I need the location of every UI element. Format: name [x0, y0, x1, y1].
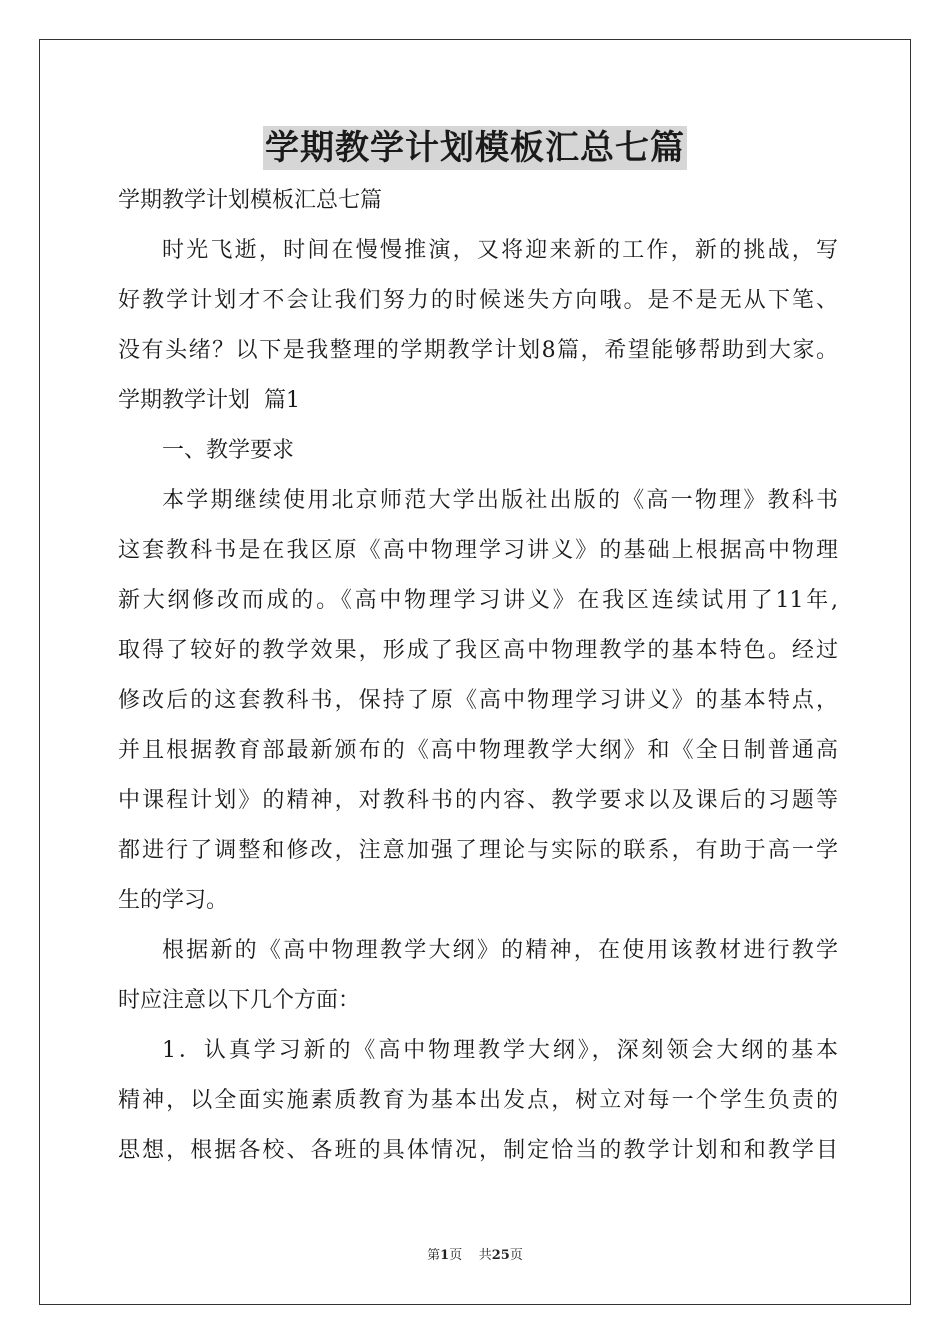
- intro-line: 没有头绪？以下是我整理的学期教学计划8篇，希望能够帮助到大家。: [118, 338, 838, 363]
- title-container: [0, 126, 950, 170]
- intro-line: 好教学计划才不会让我们努力的时候迷失方向哦。是不是无从下笔、: [118, 288, 838, 313]
- paragraph-line: 精神，以全面实施素质教育为基本出发点，树立对每一个学生负责的: [118, 1088, 838, 1113]
- paragraph-line: 并且根据教育部最新颁布的《高中物理教学大纲》和《全日制普通高: [118, 738, 838, 763]
- subheading: 一、教学要求: [162, 438, 295, 463]
- paragraph-line: 生的学习。: [118, 888, 229, 913]
- paragraph-line: 新大纲修改而成的。《高中物理学习讲义》在我区连续试用了11年,: [118, 588, 838, 613]
- page-suffix: 页: [449, 1248, 463, 1263]
- paragraph-line: 1．认真学习新的《高中物理教学大纲》，深刻领会大纲的基本: [162, 1038, 838, 1063]
- paragraph-line: 这套教科书是在我区原《高中物理学习讲义》的基础上根据高中物理: [118, 538, 838, 563]
- document-body: [118, 176, 838, 1176]
- total-pages: 25: [491, 1248, 510, 1263]
- paragraph-line: 中课程计划》的精神，对教科书的内容、教学要求以及课后的习题等: [118, 788, 838, 813]
- paragraph-line: 本学期继续使用北京师范大学出版社出版的《高一物理》教科书: [162, 488, 838, 513]
- paragraph-line: 取得了较好的教学效果，形成了我区高中物理教学的基本特色。经过: [118, 638, 838, 663]
- total-suffix: 页: [509, 1248, 523, 1263]
- total-prefix: 共: [478, 1248, 492, 1263]
- page-number: 1: [440, 1248, 450, 1263]
- paragraph-line: 修改后的这套教科书，保持了原《高中物理学习讲义》的基本特点，: [118, 688, 838, 713]
- document-title: 学期教学计划模板汇总七篇: [265, 128, 685, 168]
- paragraph-line: 根据新的《高中物理教学大纲》的精神，在使用该教材进行教学: [162, 938, 838, 963]
- page-prefix: 第: [427, 1248, 441, 1263]
- section-heading: 学期教学计划 篇1: [118, 388, 300, 413]
- paragraph-line: 时应注意以下几个方面：: [118, 988, 361, 1013]
- page-footer: [0, 1247, 950, 1265]
- paragraph-line: 思想，根据各校、各班的具体情况，制定恰当的教学计划和和教学目: [118, 1138, 838, 1163]
- paragraph-line: 都进行了调整和修改，注意加强了理论与实际的联系，有助于高一学: [118, 838, 838, 863]
- subtitle: 学期教学计划模板汇总七篇: [118, 188, 383, 213]
- intro-line: 时光飞逝，时间在慢慢推演，又将迎来新的工作，新的挑战，写: [162, 238, 838, 263]
